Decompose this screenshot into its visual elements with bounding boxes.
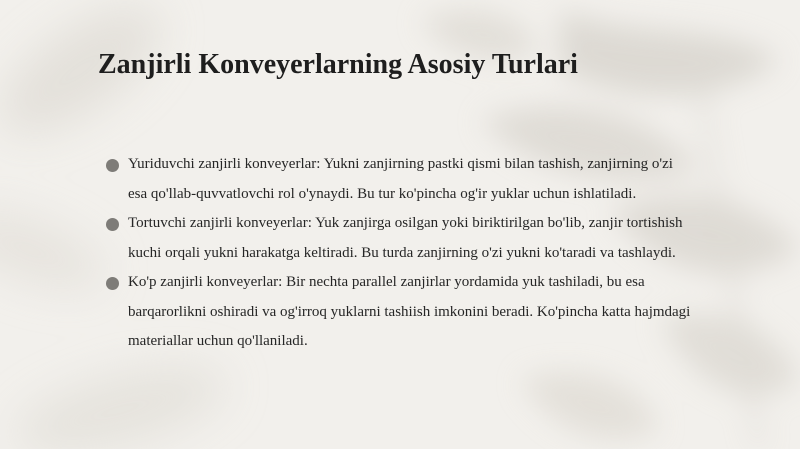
bullet-item-chain-conveyor-multi <box>104 268 694 357</box>
bullet-item-chain-conveyor-walking <box>104 150 694 209</box>
slide-title: Zanjirli Konveyerlarning Asosiy Turlari <box>98 49 578 80</box>
bullet-dot-icon <box>106 277 119 290</box>
bullet-text: Tortuvchi zanjirli konveyerlar: Yuk zanjirga osilgan yoki biriktirilgan bo'lib, zanjir tortishish kuchi orqali yukni harakatga keltiradi. Bu turda zanjirning o'zi yukni ko'taradi va tashlaydi. <box>128 215 683 261</box>
bullet-dot-icon <box>106 159 119 172</box>
bullet-text: Ko'p zanjirli konveyerlar: Bir nechta parallel zanjirlar yordamida yuk tashiladi, bu esa barqarorlikni oshiradi va og'irroq yuklarni tashiish imkonini beradi. Ko'pincha katta hajmdagi materiallar uchun qo'llaniladi. <box>128 274 691 349</box>
bullet-item-chain-conveyor-towing <box>104 209 694 268</box>
bullet-dot-icon <box>106 218 119 231</box>
bullet-list <box>104 150 694 357</box>
bullet-text: Yuriduvchi zanjirli konveyerlar: Yukni zanjirning pastki qismi bilan tashish, zanjirning o'zi esa qo'llab-quvvatlovchi rol o'ynaydi. Bu tur ko'pincha og'ir yuklar uchun ishlatiladi. <box>128 156 673 202</box>
